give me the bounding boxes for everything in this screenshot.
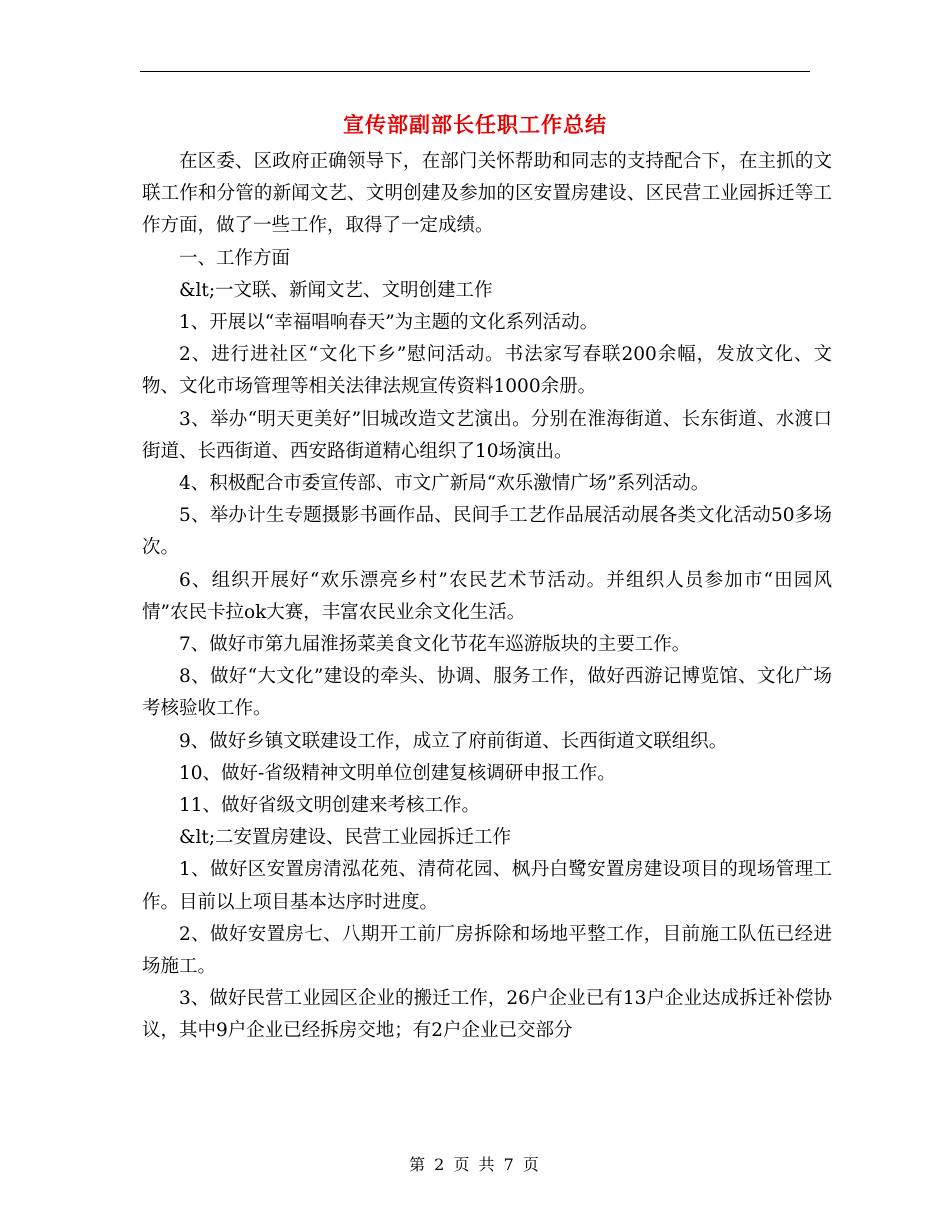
list-item: 9、做好乡镇文联建设工作，成立了府前街道、长西街道文联组织。 bbox=[179, 730, 728, 752]
list-item: 10、做好-省级精神文明单位创建复核调研申报工作。 bbox=[179, 762, 616, 784]
header-rule bbox=[140, 71, 810, 72]
list-item: 1、做好区安置房清泓花苑、清荷花园、枫丹白鹭安置房建设项目的现场管理工作。目前以上项目基本达序时进度。 bbox=[142, 859, 832, 913]
section-heading: 一、工作方面 bbox=[179, 247, 291, 269]
list-item: 1、开展以“幸福唱响春天”为主题的文化系列活动。 bbox=[179, 312, 599, 334]
list-item: 3、举办“明天更美好”旧城改造文艺演出。分别在淮海街道、长东街道、水渡口街道、长西街道、西安路街道精心组织了10场演出。 bbox=[142, 408, 832, 462]
document-body bbox=[142, 146, 832, 1048]
list-item: 8、做好“大文化”建设的牵头、协调、服务工作，做好西游记博览馆、文化广场考核验收工作。 bbox=[142, 666, 832, 720]
list-item: 2、做好安置房七、八期开工前厂房拆除和场地平整工作，目前施工队伍已经进场施工。 bbox=[142, 923, 832, 978]
page-footer: 第 2 页 共 7 页 bbox=[409, 1155, 541, 1174]
subsection-heading: &lt;一文联、新闻文艺、文明创建工作 bbox=[179, 279, 493, 301]
list-item: 6、组织开展好“欢乐漂亮乡村”农民艺术节活动。并组织人员参加市“田园风情”农民卡拉ok大赛，丰富农民业余文化生活。 bbox=[142, 569, 832, 623]
subsection-heading: &lt;二安置房建设、民营工业园拆迁工作 bbox=[179, 827, 512, 849]
list-item: 2、进行进社区“文化下乡”慰问活动。书法家写春联200余幅，发放文化、文物、文化市场管理等相关法律法规宣传资料1000余册。 bbox=[142, 344, 832, 398]
paragraph: 在区委、区政府正确领导下，在部门关怀帮助和同志的支持配合下，在主抓的文联工作和分管的新闻文艺、文明创建及参加的区安置房建设、区民营工业园拆迁等工作方面，做了一些工作，取得了一定成绩。 bbox=[142, 151, 832, 237]
list-item: 5、举办计生专题摄影书画作品、民间手工艺作品展活动展各类文化活动50多场次。 bbox=[142, 505, 832, 559]
list-item: 3、做好民营工业园区企业的搬迁工作，26户企业已有13户企业达成拆迁补偿协议，其中9户企业已经拆房交地；有2户企业已交部分 bbox=[142, 988, 832, 1042]
list-item: 4、积极配合市委宣传部、市文广新局“欢乐激情广场”系列活动。 bbox=[179, 473, 710, 495]
document-title: 宣传部副部长任职工作总结 bbox=[343, 112, 607, 137]
list-item: 11、做好省级文明创建来考核工作。 bbox=[179, 795, 481, 817]
list-item: 7、做好市第九届淮扬菜美食文化节花车巡游版块的主要工作。 bbox=[179, 634, 691, 656]
